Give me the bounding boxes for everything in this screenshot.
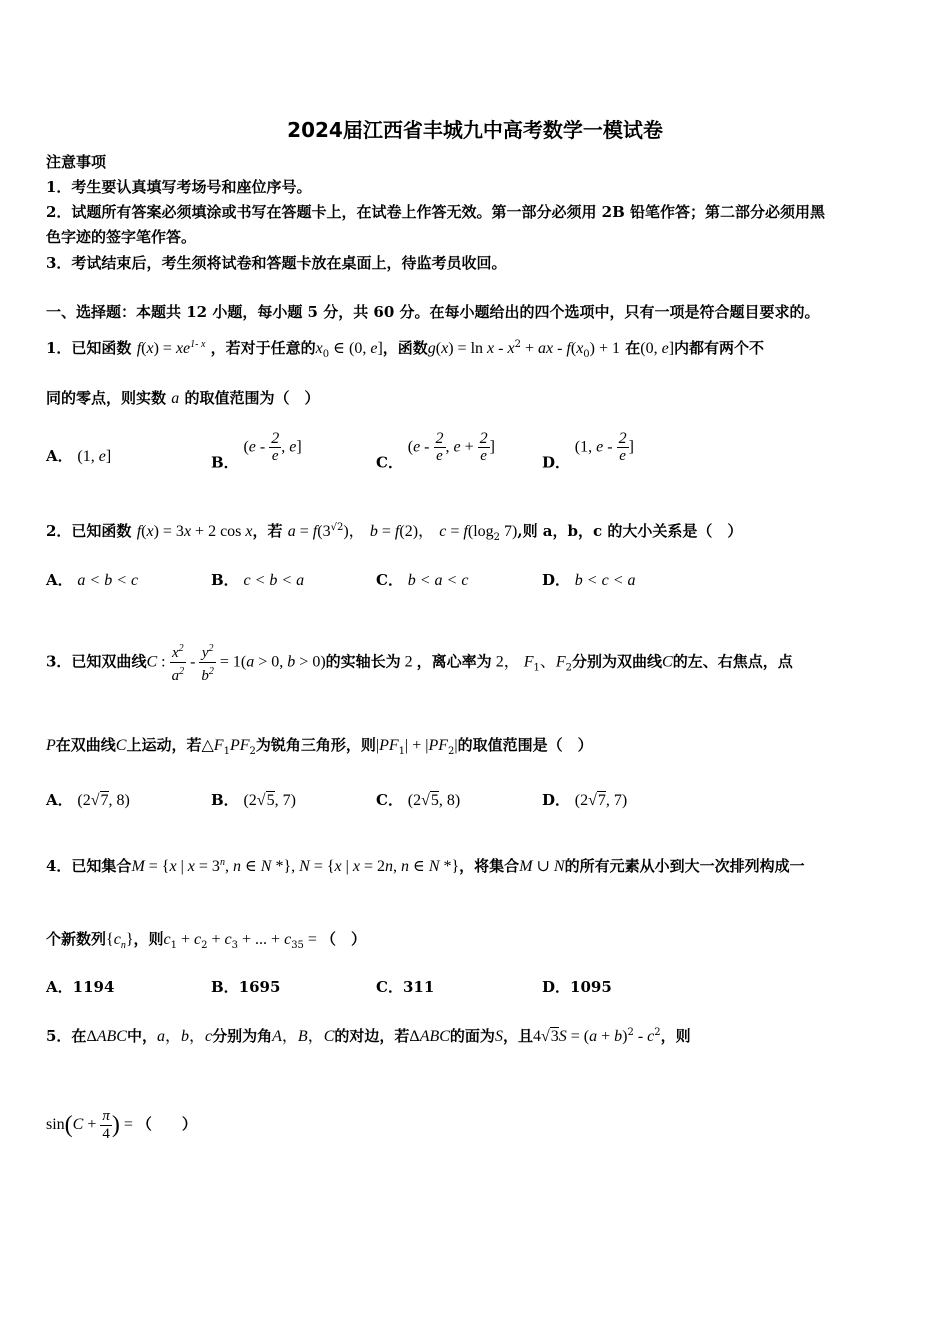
q3-text: 的取值范围是（ ） — [457, 736, 593, 754]
q4-text: 的所有元素从小到大一次排列构成一 — [564, 857, 805, 875]
notice-item: 2．试题所有答案必须填涂或书写在答题卡上，在试卷上作答无效。第一部分必须用 2B 铅笔作答；第二部分必须用黑 — [46, 203, 826, 221]
q5-text: ，且 — [502, 1027, 533, 1045]
q4-text: 4．已知集合 — [46, 857, 132, 875]
q3-option-c[interactable]: C． (2√5, 8) — [376, 791, 461, 809]
q1-text: 的取值范围为（ ） — [184, 389, 320, 407]
q4-text: 个新数列 — [46, 930, 107, 948]
q2-text: 2．已知函数 — [46, 522, 132, 540]
q1-formula-f: f — [136, 340, 142, 357]
q2-option-c[interactable]: C． b < a < c — [376, 571, 469, 589]
q1-option-c[interactable]: C． (e - $\frac{2}{e}$ , e + $\frac{2}{e}$ ] — [376, 430, 495, 472]
q2-option-a[interactable]: A． a < b < c — [46, 571, 139, 589]
q3-text: 的实轴长为 — [325, 652, 401, 671]
q4-text: ，将集合 — [459, 857, 520, 875]
question-1-line-1: 1．已知函数 $f(x) = xe^{1- x}$ ，若对于任意的$x_0$ ∈ (0, e]，函数$g(x) = \ln x - x^2$ + ax - $f(x_0) + 1$ 在(0, e]内都有两个不 — [46, 339, 765, 360]
q5-text: 5．在 — [46, 1027, 87, 1045]
q3-text: 分别为双曲线 — [572, 652, 663, 671]
q4-text: ，则 — [133, 930, 164, 948]
question-3-line-2: P在双曲线C上运动，若$\triangle F_1PF_2$为锐角三角形，则$|PF_1| + |PF_2|$的取值范围是（ ） — [46, 736, 593, 757]
q1-text: 在 — [625, 339, 641, 357]
q5-text: 分别为角 — [212, 1027, 273, 1045]
q1-option-b[interactable]: B． (e - $\frac{2}{e}$ , e] — [211, 430, 302, 472]
q3-text: 的左、右焦点，点 — [672, 652, 793, 671]
question-3-line-1: 3．已知双曲线C : $\frac{x^2}{a^2}$ - $\frac{y^2}{b^2}$ = 1(a > 0, b > 0)的实轴长为 2 ，离心率为 2， $F_1$、$F_2$分别为双曲线C的左、右焦点，点 — [46, 640, 793, 687]
q1-text: 1．已知函数 — [46, 339, 132, 357]
question-2-line: 2．已知函数 f(x) = 3x + 2 cos x，若 $a = f(3^{√2})$， b = f(2)， $c = f(\log_2$ 7),则 a，b，c 的大小关系是（ ） — [46, 522, 743, 543]
q1-text: ，函数 — [382, 339, 428, 357]
notice-item: 色字迹的签字笔作答。 — [46, 228, 197, 246]
q3-text: 在双曲线 — [55, 736, 116, 754]
q4-option-d[interactable]: D．1095 — [542, 978, 612, 996]
notice-item: 1．考生要认真填写考场号和座位序号。 — [46, 178, 312, 196]
q5-text: 的对边，若 — [334, 1027, 410, 1045]
q1-text: 同的零点，则实数 — [46, 389, 167, 407]
page-title: 2024届江西省丰城九中高考数学一模试卷 — [287, 118, 663, 142]
question-1-line-2: 同的零点，则实数 a 的取值范围为（ ） — [46, 389, 320, 407]
notice-heading: 注意事项 — [46, 153, 107, 171]
q1-text: ，若对于任意的 — [210, 339, 316, 357]
q2-text: ，若 — [252, 522, 283, 540]
question-4-line-1: 4．已知集合M = {x | $x = 3^n$, n ∈ N *}, N = {x | x = 2n, n ∈ N *}，将集合M ∪ N的所有元素从小到大一次排列构成一 — [46, 857, 805, 875]
q3-text: ，离心率为 — [416, 652, 492, 671]
q1-text: 内都有两个不 — [674, 339, 765, 357]
q3-text: 3．已知双曲线 — [46, 652, 147, 671]
q1-option-d[interactable]: D． (1, e - $\frac{2}{e}$ ] — [542, 430, 634, 472]
q4-option-b[interactable]: B．1695 — [211, 978, 281, 996]
q2-text: ,则 a，b，c 的大小关系是（ ） — [517, 522, 743, 540]
q5-text: 的面为 — [449, 1027, 495, 1045]
q5-text: ，则 — [660, 1027, 691, 1045]
q4-option-a[interactable]: A．1194 — [46, 978, 115, 996]
q3-text: 上运动，若 — [126, 736, 202, 754]
q5-text: （ ） — [136, 1115, 197, 1133]
q4-text: （ ） — [320, 930, 366, 948]
q2-option-b[interactable]: B． c < b < a — [211, 571, 305, 589]
q4-option-c[interactable]: C．311 — [376, 978, 435, 996]
question-5-line-1: 5．在ΔABC中，a，b，c分别为角A，B，C的对边，若ΔABC的面为S，且$4√3S = (a + b)^2 - c^2$，则 — [46, 1027, 691, 1045]
question-4-line-2: 个新数列$\{c_n\}$，则$c_1 + c_2 + c_3$ + ... + $c_{35}$ = （ ） — [46, 930, 366, 951]
question-5-line-2: sin(C + $\frac{\pi}{4}$ ) = （ ） — [46, 1107, 197, 1142]
q3-option-d[interactable]: D． (2√7, 7) — [542, 791, 628, 809]
q3-option-b[interactable]: B． (2√5, 7) — [211, 791, 296, 809]
notice-item: 3．考试结束后，考生须将试卷和答题卡放在桌面上，待监考员收回。 — [46, 254, 507, 272]
q2-option-d[interactable]: D． b < c < a — [542, 571, 636, 589]
q1-option-a[interactable]: A． (1, e] — [46, 447, 112, 465]
section-heading: 一、选择题：本题共 12 小题，每小题 5 分，共 60 分。在每小题给出的四个选项中，只有一项是符合题目要求的。 — [46, 303, 820, 321]
q3-option-a[interactable]: A． (2√7, 8) — [46, 791, 130, 809]
q3-text: 为锐角三角形，则 — [255, 736, 376, 754]
q5-text: 中， — [126, 1027, 157, 1045]
